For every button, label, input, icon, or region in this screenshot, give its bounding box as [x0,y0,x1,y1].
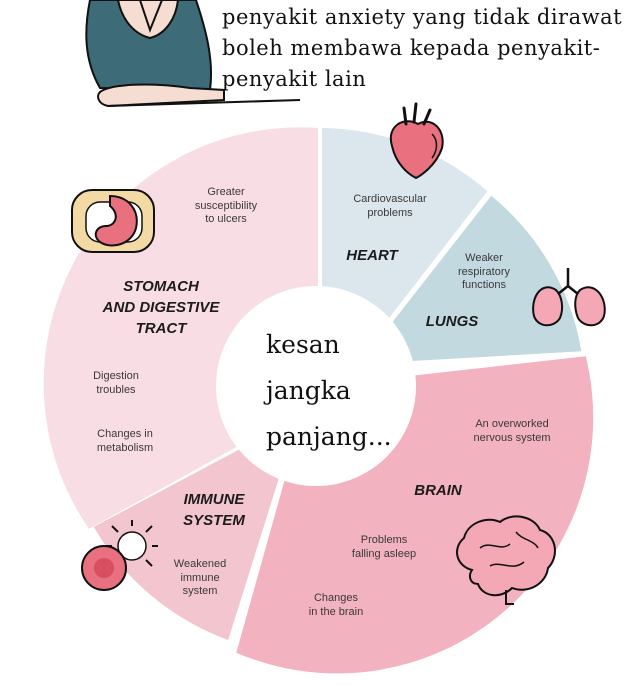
stomach-effect-ulcers: Greater susceptibility to ulcers [194,186,258,225]
brain-effect-sleep: Problems falling asleep [351,534,417,560]
stomach-title: STOMACH AND DIGESTIVE TRACT [102,278,220,337]
caption-line: penyakit lain [222,67,367,91]
heart-effect-cardio: Cardiovascular problems [353,193,427,219]
brain-effect-changes: Changes in the brain [308,592,364,618]
immune-effect-weakened: Weakened immune system [173,558,227,597]
center-text [266,322,392,460]
stomach-effect-digestion: Digestion troubles [93,370,139,396]
lungs-title: LUNGS [425,313,479,330]
center-line: panjang... [266,422,392,451]
heart-title: HEART [346,247,398,264]
intro-caption [222,2,632,95]
immune-title: IMMUNE SYSTEM [183,491,245,529]
caption-line: penyakit anxiety yang tidak dirawat [222,5,623,29]
lungs-effect-respiratory: Weaker respiratory functions [458,252,510,291]
center-line: jangka [266,376,351,405]
caption-line: boleh membawa kepada penyakit- [222,36,601,60]
brain-effect-nervous: An overworked nervous system [473,418,551,444]
stomach-effect-metabolism: Changes in metabolism [96,428,154,454]
stomach-icon [72,190,154,252]
brain-title: BRAIN [414,482,462,499]
center-line: kesan [266,330,340,359]
